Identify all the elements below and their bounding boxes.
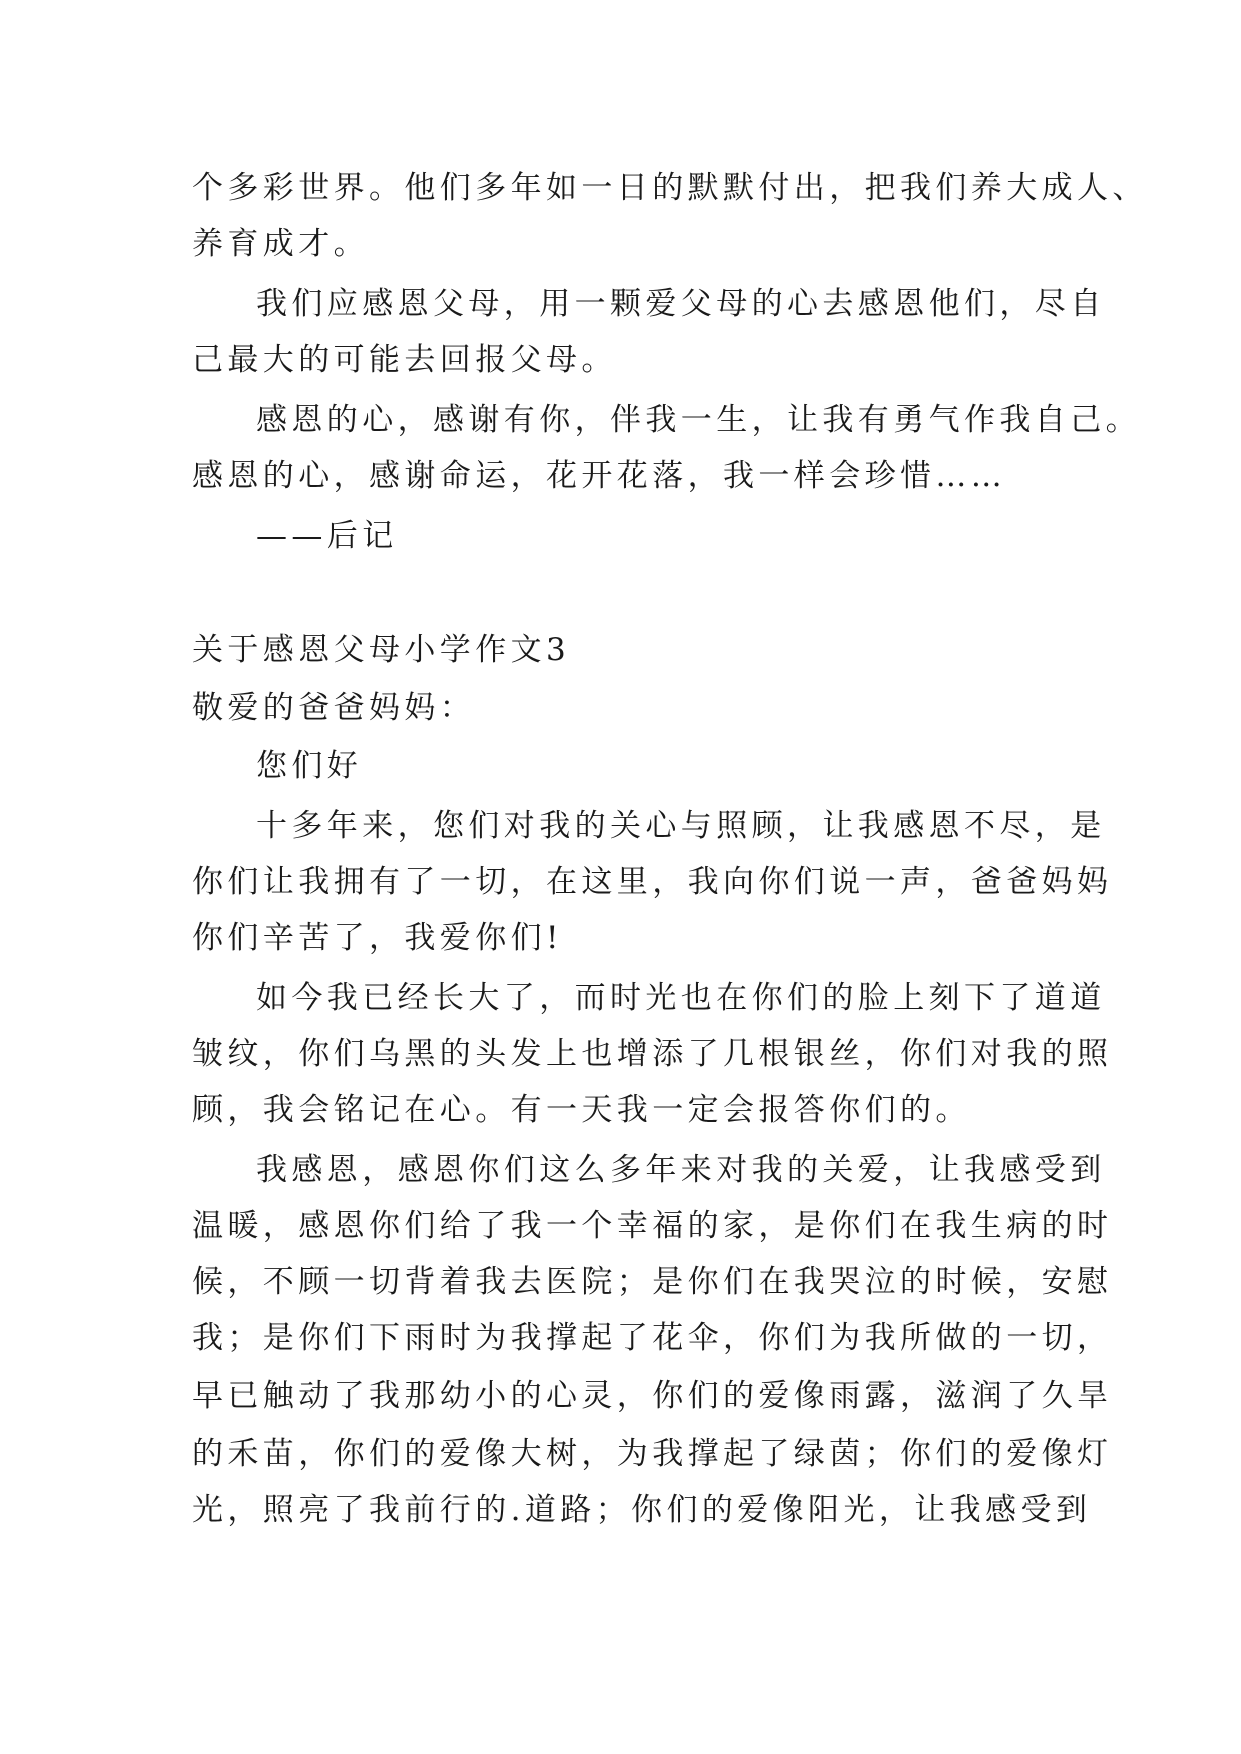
- text-line: 感恩的心，感谢有你，伴我一生，让我有勇气作我自己。: [256, 402, 1141, 438]
- text-line: 我感恩，感恩你们这么多年来对我的关爱，让我感受到: [256, 1152, 1106, 1188]
- text-line: 己最大的可能去回报父母。: [192, 342, 617, 378]
- text-line: 光，照亮了我前行的.道路；你们的爱像阳光，让我感受到: [192, 1492, 1092, 1528]
- text-line: 温暖，感恩你们给了我一个幸福的家，是你们在我生病的时: [192, 1208, 1113, 1244]
- afterword-line: ——后记: [256, 518, 398, 554]
- greeting: 您们好: [256, 748, 363, 784]
- text-line: 如今我已经长大了，而时光也在你们的脸上刻下了道道: [256, 980, 1106, 1016]
- text-line: 你们让我拥有了一切，在这里，我向你们说一声，爸爸妈妈: [192, 864, 1113, 900]
- text-line: 十多年来，您们对我的关心与照顾，让我感恩不尽，是: [256, 808, 1106, 844]
- text-line: 的禾苗，你们的爱像大树，为我撑起了绿茵；你们的爱像灯: [192, 1436, 1113, 1472]
- salutation: 敬爱的爸爸妈妈：: [192, 690, 476, 726]
- essay-title: 关于感恩父母小学作文3: [192, 632, 571, 668]
- text-line: 你们辛苦了，我爱你们!: [192, 920, 563, 956]
- text-line: 我；是你们下雨时为我撑起了花伞，你们为我所做的一切，: [192, 1320, 1113, 1356]
- text-line: 候，不顾一切背着我去医院；是你们在我哭泣的时候，安慰: [192, 1264, 1113, 1300]
- text-line: 皱纹，你们乌黑的头发上也增添了几根银丝，你们对我的照: [192, 1036, 1113, 1072]
- text-line: 我们应感恩父母，用一颗爱父母的心去感恩他们，尽自: [256, 286, 1106, 322]
- text-line: 养育成才。: [192, 226, 369, 262]
- text-line: 感恩的心，感谢命运，花开花落，我一样会珍惜……: [192, 458, 1007, 494]
- text-line: 个多彩世界。他们多年如一日的默默付出，把我们养大成人、: [192, 170, 1148, 206]
- text-line: 顾，我会铭记在心。有一天我一定会报答你们的。: [192, 1092, 971, 1128]
- text-line: 早已触动了我那幼小的心灵，你们的爱像雨露，滋润了久旱: [192, 1378, 1113, 1414]
